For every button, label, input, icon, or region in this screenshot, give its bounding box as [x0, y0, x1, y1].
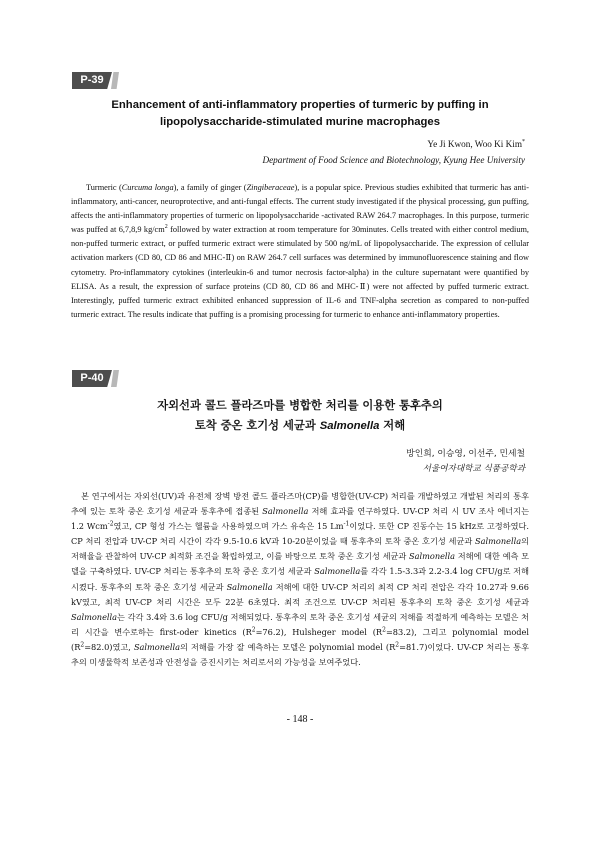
affiliation: 서울여자대학교 식품공학과 — [422, 464, 525, 474]
affiliation: Department of Food Science and Biotechnology, Kyung Hee University — [262, 155, 525, 165]
authors: 방인희, 이승영, 이선주, 민세철 — [406, 449, 525, 459]
page-number: - 148 - — [286, 714, 314, 725]
authors: Ye Ji Kwon, Woo Ki Kim* — [427, 138, 525, 149]
paper-code: P-40 — [80, 372, 104, 384]
paper-title — [70, 396, 530, 436]
abstract: 본 연구에서는 자외선(UV)과 유전체 장벽 방전 콜드 플라즈마(CP)를 병합한(UV-CP) 처리를 개발하였고 개발된 처리의 통후추에 있는 토착 중온 호기성 세균과 통후추에 접종된 Salmonella 저해 효과를 연구하였다. UV-CP 처리 시 UV 조사 에너지는 1.2 Wcm$^{-2}$였고, CP 형성 가스는 헬륨을 사용하였으며 가스 유속은 15 $Lm^{-1}$이었다. 또한 CP 진동수는 15 kHz로 고정하였다. CP 처리 전압과 UV-CP 처리 시간이 각각 9.5-10.6 kV과 10-20분이었을 때 통후추의 토착 중온 호기성 세균과 Salmonella의 저해율을 관찰하여 UV-CP 최적화 조건을 확립하였고, 이를 바탕으로 토착 중온 호기성 세균과 Salmonella 저해에 대한 예측 모델을 구축하였다. UV-CP 처리는 통후추의 토착 중온 호기성 세균과 Salmonella를 각각 1.5-3.3과 2.2-3.4 log CFU/g로 저해시켰다. 통후추의 토착 중온 호기성 세균과 Salmonella 저해에 대한 UV-CP 처리의 최적 CP 처리 전압은 각각 10.27과 9.66 kV였고, 최적 UV-CP 처리 시간은 모두 22분 6초였다. 최적 조건으로 UV-CP 처리된 통후추의 토착 중온 호기성 세균과 Salmonella는 각각 3.4와 3.6 log CFU/g 저해되었다. 통후추의 토착 중온 호기성 세균의 저해를 적절하게 예측하는 모델은 처리 시간을 변수로하는 first-oder kinetics $(R^2=76.2)$, Hulsheger model $(R^2=83.2)$, 그리고 polynomial model $(R^2=82.0)$였고, Salmonella의 저해를 가장 잘 예측하는 모델은 polynomial model $(R^2=81.7)$이었다. UV-CP 처리는 통후추의 미생물학적 보존성과 안전성을 증진시키는 처리로서의 가능성을 보여주었다. — [71, 491, 530, 668]
title-line: 토착 중온 호기성 세균과 Salmonella 저해 — [194, 419, 406, 432]
title-line: 자외선과 콜드 플라즈마를 병합한 처리를 이용한 통후추의 — [157, 399, 443, 412]
paper-title — [70, 97, 530, 131]
paper-code-badge — [72, 72, 120, 89]
title-line: Enhancement of anti-inflammatory properties of turmeric by puffing in — [111, 99, 489, 111]
abstract: Turmeric (Curcuma longa), a family of ginger (Zingiberaceae), is a popular spice. Previous studies exhibited that turmeric has anti-inflammatory, anti-cancer, neuroprotective, and anti-fungal effects. The current study investigated if the physical processing, gun puffing, affects the anti-inflammatory properties of turmeric on lipopolysaccharide -activated RAW 264.7 macrophages. In this purpose, turmeric was puffed at 6,7,8,9 $kg/cm^2$ followed by water extraction at room temperature for 30minutes. Cells treated with either control medium, non-puffed turmeric extract, or puffed turmeric extract were stimulated by 500 ng/mL of lipopolysaccharide. The expression of cellular activation markers (CD 80, CD 86 and MHC-Ⅱ) on RAW 264.7 cell surfaces was determined by immunofluorescence staining and flow cytometry. Pro-inflammatory cytokines (interleukin-6 and tumor necrosis factor-alpha) in the culture supernatant were quantified by ELISA. As a result, the expression of surface proteins (CD 80, CD 86 and MHC-Ⅱ) were not affected by puffed turmeric extract. Interestingly, puffed turmeric extract exhibited enhanced suppression of IL-6 and TNF-alpha secretion as compared to non-puffed turmeric extract. The results indicate that puffing is a promising processing for turmeric to enhance anti-inflammatory properties. — [71, 183, 530, 319]
paper-code: P-39 — [80, 74, 104, 86]
paper-code-badge — [72, 370, 120, 387]
title-line: lipopolysaccharide-stimulated murine macrophages — [160, 116, 440, 128]
